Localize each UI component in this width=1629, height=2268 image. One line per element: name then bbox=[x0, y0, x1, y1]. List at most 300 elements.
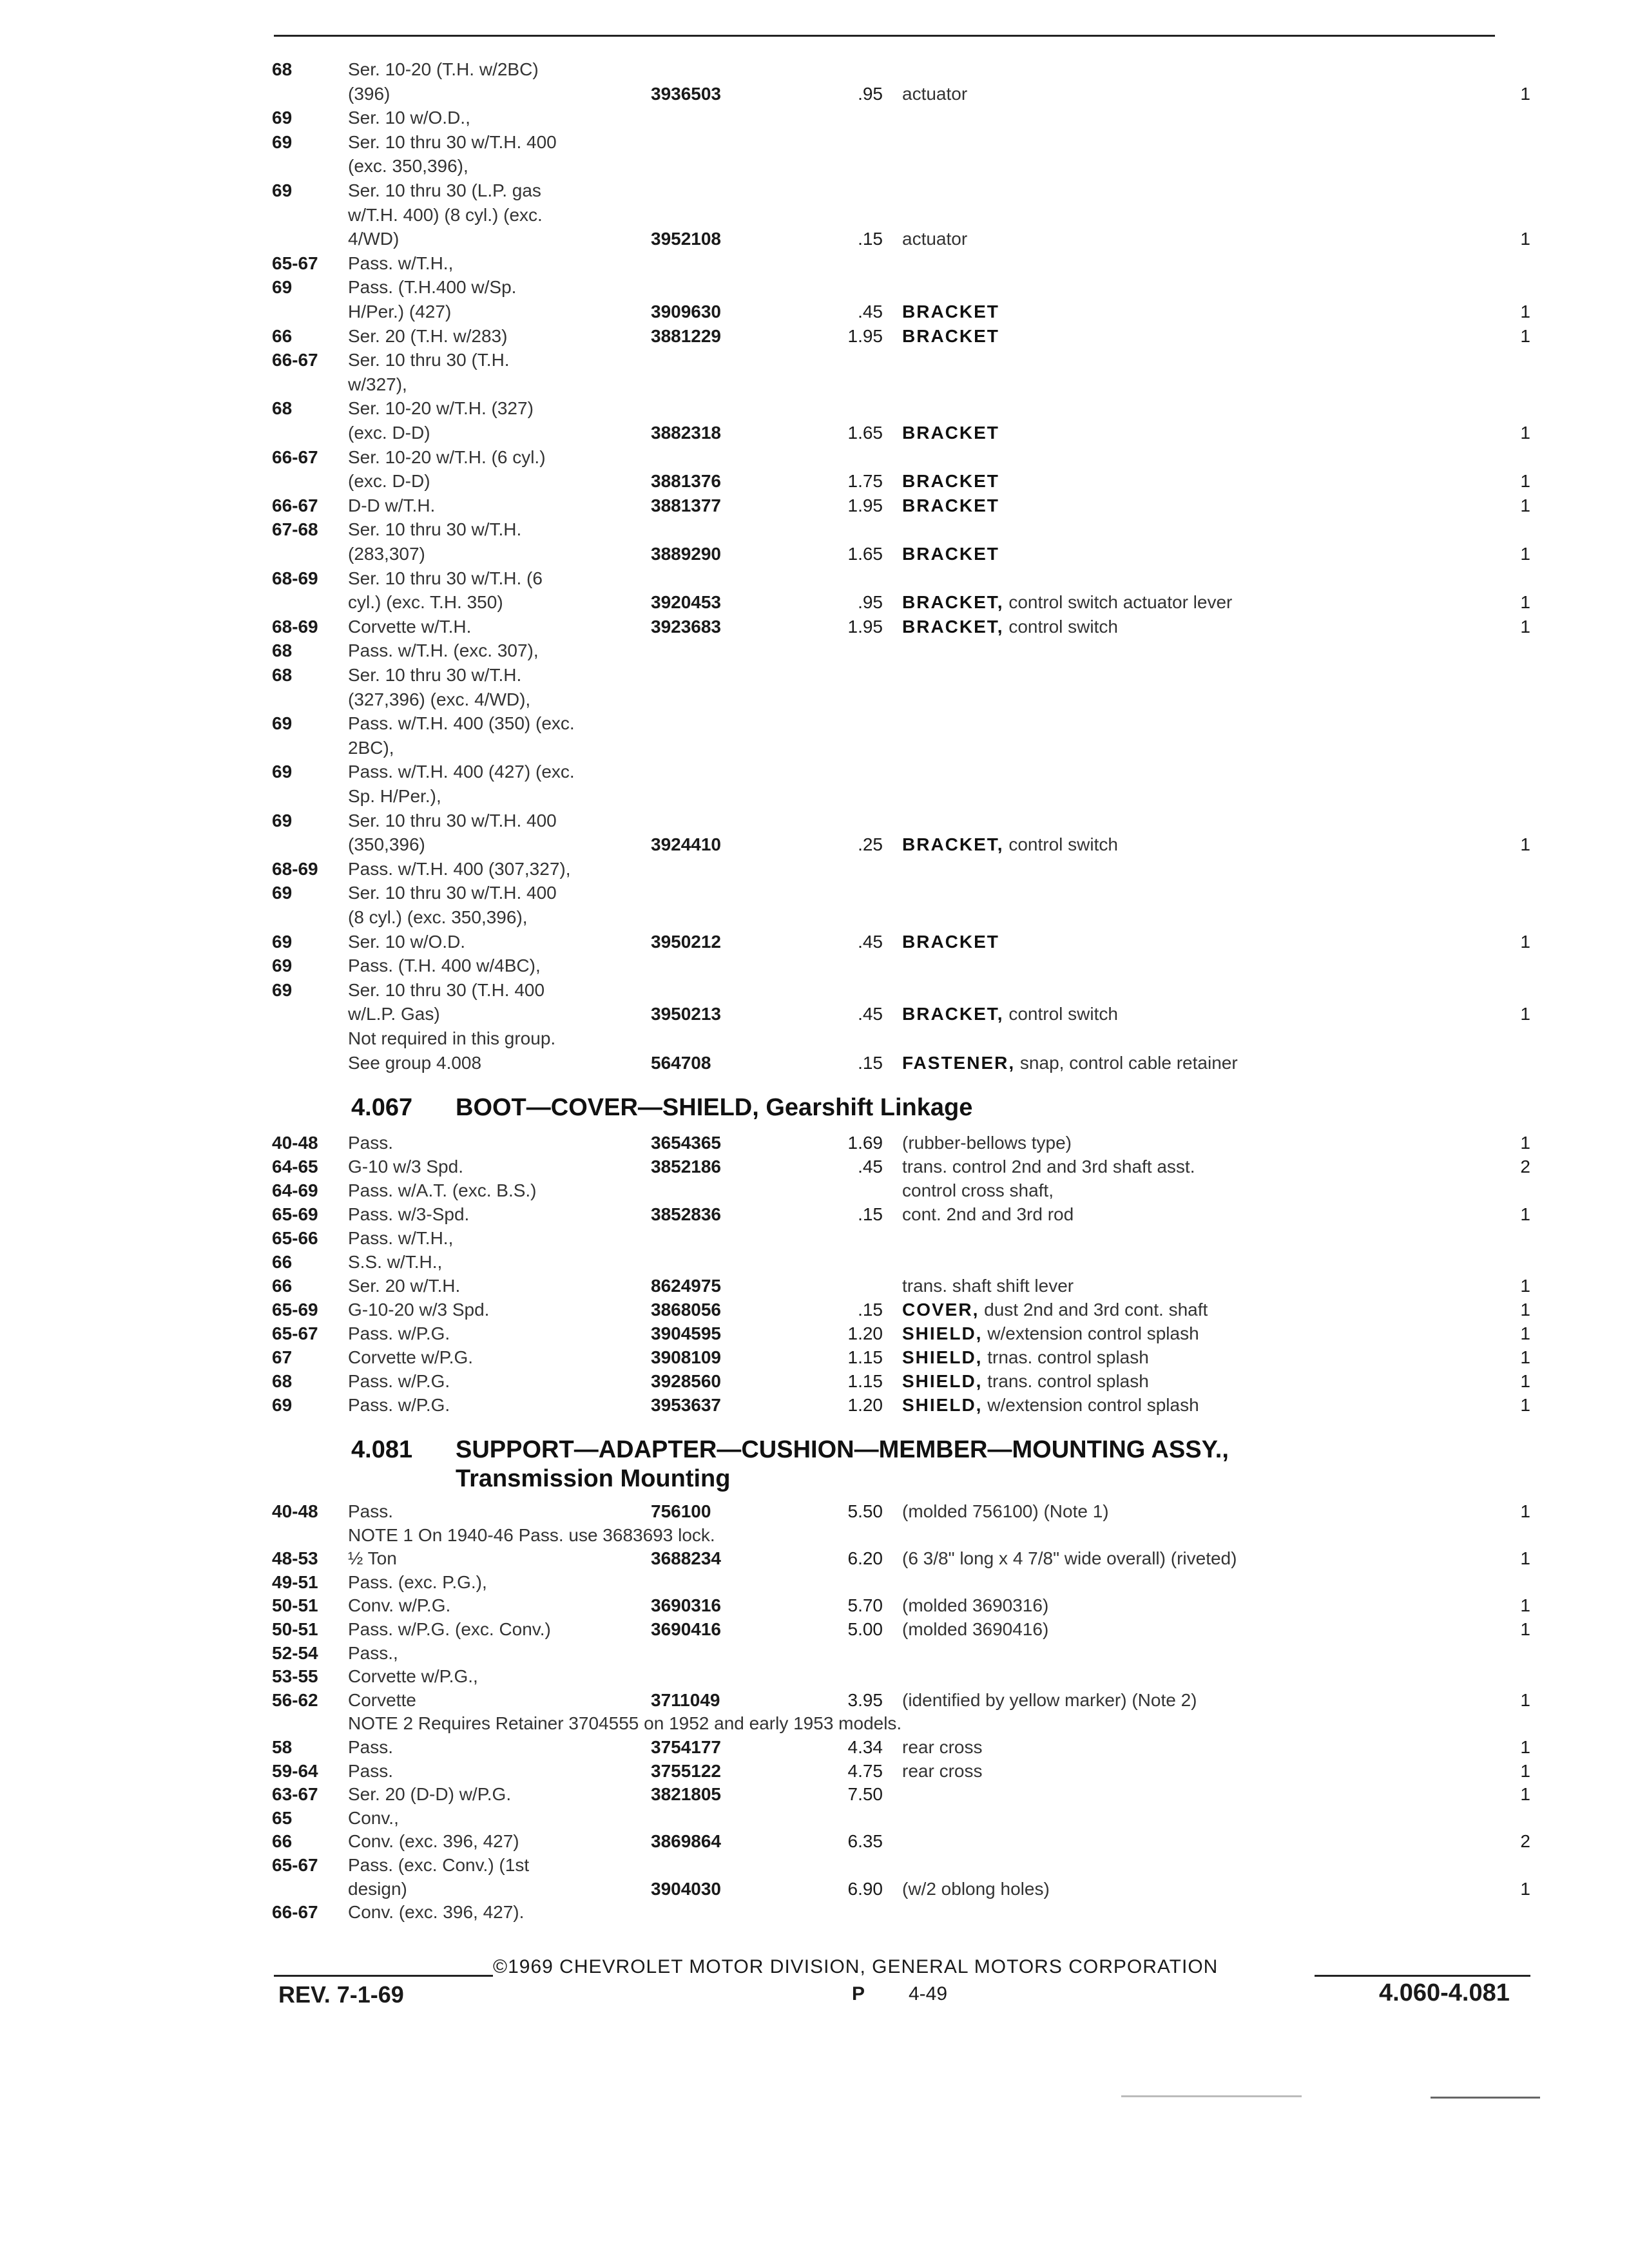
quantity: 2 bbox=[1520, 1831, 1530, 1852]
description bbox=[902, 591, 1232, 614]
model-year: 40-48 bbox=[272, 1133, 318, 1153]
section-subtitle: Transmission Mounting bbox=[456, 1465, 731, 1492]
table-row bbox=[0, 446, 1629, 469]
application: Pass. w/T.H. 400 (427) (exc. bbox=[348, 762, 575, 782]
part-name: BRACKET bbox=[902, 302, 999, 322]
table-row bbox=[0, 276, 1629, 299]
price: 1.95 bbox=[847, 495, 883, 515]
application: See group 4.008 bbox=[348, 1052, 482, 1073]
model-year: 68-69 bbox=[272, 858, 318, 879]
page-number: 4-49 bbox=[909, 1983, 948, 2004]
model-year: 40-48 bbox=[272, 1501, 318, 1521]
section-heading-4067 bbox=[351, 1093, 972, 1122]
table-row bbox=[0, 833, 1629, 856]
quantity: 1 bbox=[1520, 1300, 1530, 1320]
model-year: 69 bbox=[272, 180, 293, 200]
table-row bbox=[0, 858, 1629, 881]
description bbox=[902, 1394, 1199, 1417]
part-detail: trnas. control splash bbox=[982, 1347, 1149, 1367]
price: .95 bbox=[858, 592, 883, 613]
description bbox=[902, 470, 999, 493]
table-row bbox=[0, 204, 1629, 227]
part-name: COVER, bbox=[902, 1300, 979, 1320]
model-year: 66-67 bbox=[272, 1902, 318, 1923]
application: Pass., bbox=[348, 1642, 398, 1663]
model-year: 66 bbox=[272, 1276, 293, 1296]
quantity: 1 bbox=[1520, 1395, 1530, 1415]
quantity: 1 bbox=[1520, 1323, 1530, 1343]
part-detail: control switch bbox=[1003, 616, 1118, 637]
table-row bbox=[0, 397, 1629, 420]
application: Pass. w/P.G. (exc. Conv.) bbox=[348, 1619, 551, 1639]
section-number: 4.081 bbox=[351, 1436, 413, 1463]
model-year: 59-64 bbox=[272, 1760, 318, 1781]
part-number: 3690316 bbox=[651, 1595, 722, 1616]
description bbox=[902, 300, 999, 323]
model-year: 69 bbox=[272, 277, 293, 298]
part-number: 3755122 bbox=[651, 1760, 722, 1781]
application: Conv. (exc. 396, 427). bbox=[348, 1902, 525, 1923]
group-range: 4.060-4.081 bbox=[1379, 1979, 1510, 2006]
part-name: BRACKET, bbox=[902, 1004, 1004, 1024]
price: .45 bbox=[858, 1157, 883, 1177]
table-row bbox=[0, 1547, 1629, 1570]
table-row bbox=[0, 1500, 1629, 1523]
section-title: SUPPORT—ADAPTER—CUSHION—MEMBER—MOUNTING ASSY., bbox=[456, 1436, 1229, 1463]
application: 4/WD) bbox=[348, 229, 400, 249]
application: Corvette bbox=[348, 1689, 416, 1710]
application: Pass. (exc. Conv.) (1st bbox=[348, 1855, 530, 1875]
part-name: FASTENER, bbox=[902, 1052, 1016, 1073]
application: 2BC), bbox=[348, 737, 394, 758]
application: Corvette w/P.G. bbox=[348, 1347, 474, 1367]
description bbox=[902, 325, 999, 348]
price: 1.95 bbox=[847, 616, 883, 637]
part-number: 8624975 bbox=[651, 1276, 722, 1296]
description bbox=[902, 227, 967, 251]
model-year: 68 bbox=[272, 1371, 293, 1391]
description bbox=[902, 1131, 1072, 1155]
table-row bbox=[0, 58, 1629, 81]
application: Sp. H/Per.), bbox=[348, 786, 441, 806]
model-year: 53-55 bbox=[272, 1666, 318, 1687]
table-row bbox=[0, 470, 1629, 493]
table-row bbox=[0, 567, 1629, 590]
price: 5.50 bbox=[847, 1501, 883, 1521]
model-year: 67 bbox=[272, 1347, 293, 1367]
price: 5.70 bbox=[847, 1595, 883, 1616]
application: Ser. 10 thru 30 w/T.H. 400 bbox=[348, 883, 557, 903]
table-row bbox=[0, 591, 1629, 614]
part-number: 3908109 bbox=[651, 1347, 722, 1367]
quantity: 1 bbox=[1520, 616, 1530, 637]
table-row bbox=[0, 421, 1629, 445]
part-detail: control switch actuator lever bbox=[1003, 592, 1233, 613]
description bbox=[902, 833, 1118, 856]
model-year: 69 bbox=[272, 810, 293, 831]
description bbox=[902, 930, 999, 954]
application: w/L.P. Gas) bbox=[348, 1004, 440, 1024]
table-row bbox=[0, 349, 1629, 372]
description bbox=[902, 421, 999, 445]
model-year: 65-66 bbox=[272, 1228, 318, 1248]
description bbox=[902, 1322, 1199, 1345]
part-detail: actuator bbox=[902, 229, 968, 249]
part-number: 3754177 bbox=[651, 1737, 722, 1757]
price: .15 bbox=[858, 1204, 883, 1224]
part-number: 3904595 bbox=[651, 1323, 722, 1343]
application: Pass. bbox=[348, 1501, 394, 1521]
price: 1.15 bbox=[847, 1371, 883, 1391]
table-row bbox=[0, 615, 1629, 639]
table-row bbox=[0, 1901, 1629, 1924]
price: 5.00 bbox=[847, 1619, 883, 1639]
quantity: 1 bbox=[1520, 1619, 1530, 1639]
application: design) bbox=[348, 1878, 407, 1899]
table-row bbox=[0, 252, 1629, 275]
model-year: 65 bbox=[272, 1807, 293, 1828]
price: .25 bbox=[858, 834, 883, 855]
model-year: 58 bbox=[272, 1737, 293, 1757]
table-row bbox=[0, 82, 1629, 106]
table-row bbox=[0, 1346, 1629, 1369]
price: 4.34 bbox=[847, 1737, 883, 1757]
model-year: 50-51 bbox=[272, 1619, 318, 1639]
part-number: 3909630 bbox=[651, 302, 722, 322]
table-row bbox=[0, 712, 1629, 735]
part-name: BRACKET bbox=[902, 495, 999, 515]
application: Ser. 10 thru 30 (L.P. gas bbox=[348, 180, 541, 200]
table-row bbox=[0, 155, 1629, 178]
quantity: 1 bbox=[1520, 229, 1530, 249]
part-number: 3852186 bbox=[651, 1157, 722, 1177]
table-row bbox=[0, 1665, 1629, 1688]
price: .15 bbox=[858, 1300, 883, 1320]
description bbox=[902, 494, 999, 517]
part-name: BRACKET bbox=[902, 544, 999, 564]
part-number: 3950213 bbox=[651, 1004, 722, 1024]
application: Pass. w/T.H., bbox=[348, 1228, 454, 1248]
revision-date: REV. 7-1-69 bbox=[278, 1981, 404, 2008]
model-year: 65-69 bbox=[272, 1300, 318, 1320]
part-number: 3936503 bbox=[651, 83, 722, 104]
part-number: 3688234 bbox=[651, 1548, 722, 1569]
price: .15 bbox=[858, 229, 883, 249]
application: G-10-20 w/3 Spd. bbox=[348, 1300, 490, 1320]
copyright-line: ©1969 CHEVROLET MOTOR DIVISION, GENERAL MOTORS CORPORATION bbox=[493, 1956, 1219, 1977]
description bbox=[902, 1618, 1048, 1641]
table-row bbox=[0, 930, 1629, 954]
quantity: 1 bbox=[1520, 1737, 1530, 1757]
application: Pass. (T.H.400 w/Sp. bbox=[348, 277, 517, 298]
table-row bbox=[0, 1736, 1629, 1759]
application: (350,396) bbox=[348, 834, 425, 855]
quantity: 1 bbox=[1520, 931, 1530, 952]
part-name: BRACKET, bbox=[902, 616, 1004, 637]
quantity: 1 bbox=[1520, 1133, 1530, 1153]
quantity: 1 bbox=[1520, 1501, 1530, 1521]
part-number: 3690416 bbox=[651, 1619, 722, 1639]
application: Ser. 10 thru 30 w/T.H. (6 bbox=[348, 568, 543, 588]
part-detail: trans. control 2nd and 3rd shaft asst. bbox=[902, 1157, 1195, 1177]
table-row bbox=[0, 664, 1629, 687]
application: Not required in this group. bbox=[348, 1028, 556, 1048]
part-number: 3868056 bbox=[651, 1300, 722, 1320]
description bbox=[902, 1179, 1054, 1202]
section-heading-4081 bbox=[351, 1436, 1229, 1464]
table-row bbox=[0, 1203, 1629, 1226]
table-row bbox=[0, 131, 1629, 154]
description bbox=[902, 1594, 1048, 1617]
application: Pass. w/P.G. bbox=[348, 1371, 450, 1391]
table-row bbox=[0, 325, 1629, 348]
model-year: 69 bbox=[272, 931, 293, 952]
table-row bbox=[0, 785, 1629, 808]
part-detail: trans. shaft shift lever bbox=[902, 1276, 1074, 1296]
table-row bbox=[0, 1003, 1629, 1026]
application: (8 cyl.) (exc. 350,396), bbox=[348, 907, 528, 927]
part-number: 3920453 bbox=[651, 592, 722, 613]
part-detail: w/extension control splash bbox=[982, 1323, 1199, 1343]
description bbox=[902, 1370, 1149, 1393]
table-row bbox=[0, 1783, 1629, 1806]
table-row bbox=[0, 1370, 1629, 1393]
model-year: 66-67 bbox=[272, 350, 318, 370]
part-number: 3904030 bbox=[651, 1878, 722, 1899]
application: Pass. w/3-Spd. bbox=[348, 1204, 470, 1224]
application: Pass. (exc. P.G.), bbox=[348, 1571, 487, 1592]
table-row bbox=[0, 1854, 1629, 1877]
table-row bbox=[0, 1642, 1629, 1665]
application: Ser. 10 thru 30 w/T.H. 400 bbox=[348, 131, 557, 152]
application: Ser. 10 w/O.D. bbox=[348, 931, 466, 952]
part-detail: control cross shaft, bbox=[902, 1180, 1054, 1200]
model-year: 66 bbox=[272, 1831, 293, 1852]
price: .95 bbox=[858, 83, 883, 104]
application: Ser. 10 thru 30 w/T.H. bbox=[348, 665, 522, 685]
table-row bbox=[0, 881, 1629, 905]
description bbox=[902, 1155, 1195, 1178]
part-number: 3889290 bbox=[651, 544, 722, 564]
model-year: 69 bbox=[272, 108, 293, 128]
price: 1.95 bbox=[847, 325, 883, 346]
table-row bbox=[0, 1394, 1629, 1417]
table-row bbox=[0, 979, 1629, 1002]
description bbox=[902, 82, 967, 106]
table-row bbox=[0, 179, 1629, 202]
part-detail: rear cross bbox=[902, 1737, 983, 1757]
table-row bbox=[0, 1027, 1629, 1050]
table-row bbox=[0, 518, 1629, 541]
model-year: 68 bbox=[272, 640, 293, 661]
description bbox=[902, 1274, 1074, 1298]
part-name: SHIELD, bbox=[902, 1323, 983, 1343]
part-name: BRACKET bbox=[902, 471, 999, 492]
part-number: 3952108 bbox=[651, 229, 722, 249]
table-row bbox=[0, 1322, 1629, 1345]
table-row bbox=[0, 1251, 1629, 1274]
model-year: 64-65 bbox=[272, 1157, 318, 1177]
part-detail: control switch bbox=[1003, 1004, 1118, 1024]
part-name: BRACKET bbox=[902, 423, 999, 443]
application: Corvette w/P.G., bbox=[348, 1666, 478, 1687]
table-row bbox=[0, 1830, 1629, 1853]
model-year: 69 bbox=[272, 979, 293, 1000]
table-row bbox=[0, 543, 1629, 566]
table-row bbox=[0, 1131, 1629, 1155]
application: Pass. bbox=[348, 1737, 394, 1757]
application: NOTE 2 Requires Retainer 3704555 on 1952 and early 1953 models. bbox=[348, 1713, 902, 1734]
table-row bbox=[0, 1712, 1629, 1735]
application: Conv. (exc. 396, 427) bbox=[348, 1831, 519, 1852]
application: Pass. w/T.H. 400 (350) (exc. bbox=[348, 713, 575, 734]
model-year: 66 bbox=[272, 325, 293, 346]
model-year: 69 bbox=[272, 131, 293, 152]
price: .15 bbox=[858, 1052, 883, 1073]
application: Ser. 10 thru 30 w/T.H. 400 bbox=[348, 810, 557, 831]
model-year: 68 bbox=[272, 398, 293, 419]
quantity: 1 bbox=[1520, 471, 1530, 492]
price: 3.95 bbox=[847, 1689, 883, 1710]
footer-rule-right bbox=[1315, 1975, 1530, 1977]
price: 1.20 bbox=[847, 1323, 883, 1343]
quantity: 1 bbox=[1520, 544, 1530, 564]
part-number: 3852836 bbox=[651, 1204, 722, 1224]
price: 1.75 bbox=[847, 471, 883, 492]
part-detail: w/extension control splash bbox=[982, 1395, 1199, 1415]
model-year: 69 bbox=[272, 1395, 293, 1415]
part-detail: control switch bbox=[1003, 834, 1118, 855]
price: .45 bbox=[858, 931, 883, 952]
part-name: BRACKET bbox=[902, 325, 999, 346]
application: G-10 w/3 Spd. bbox=[348, 1157, 463, 1177]
quantity: 1 bbox=[1520, 1878, 1530, 1899]
application: Ser. 10 thru 30 (T.H. 400 bbox=[348, 979, 545, 1000]
application: Ser. 10-20 w/T.H. (6 cyl.) bbox=[348, 447, 546, 467]
quantity: 1 bbox=[1520, 1784, 1530, 1805]
part-number: 3928560 bbox=[651, 1371, 722, 1391]
part-number: 3869864 bbox=[651, 1831, 722, 1852]
model-year: 56-62 bbox=[272, 1689, 318, 1710]
model-year: 68-69 bbox=[272, 568, 318, 588]
table-row bbox=[0, 1155, 1629, 1178]
model-year: 48-53 bbox=[272, 1548, 318, 1569]
part-number: 756100 bbox=[651, 1501, 711, 1521]
application: Ser. 10-20 (T.H. w/2BC) bbox=[348, 59, 539, 79]
table-row bbox=[0, 736, 1629, 760]
description bbox=[902, 1346, 1149, 1369]
part-name: BRACKET, bbox=[902, 834, 1004, 855]
model-year: 65-67 bbox=[272, 1323, 318, 1343]
table-row bbox=[0, 106, 1629, 130]
table-row bbox=[0, 639, 1629, 662]
table-row bbox=[0, 688, 1629, 711]
model-year: 69 bbox=[272, 762, 293, 782]
table-row bbox=[0, 1524, 1629, 1547]
model-year: 66 bbox=[272, 1252, 293, 1272]
quantity: 1 bbox=[1520, 1347, 1530, 1367]
application: (327,396) (exc. 4/WD), bbox=[348, 689, 531, 709]
application: Ser. 10 thru 30 (T.H. bbox=[348, 350, 510, 370]
part-number: 3821805 bbox=[651, 1784, 722, 1805]
table-row bbox=[0, 1179, 1629, 1202]
description bbox=[902, 1052, 1238, 1075]
scan-mark bbox=[1431, 2097, 1540, 2099]
application: (exc. 350,396), bbox=[348, 156, 468, 177]
table-row bbox=[0, 300, 1629, 323]
part-name: BRACKET, bbox=[902, 592, 1004, 613]
model-year: 67-68 bbox=[272, 519, 318, 540]
application: Pass. w/T.H. 400 (307,327), bbox=[348, 858, 571, 879]
description bbox=[902, 1689, 1197, 1712]
part-detail: (molded 3690316) bbox=[902, 1595, 1049, 1616]
price: 7.50 bbox=[847, 1784, 883, 1805]
description bbox=[902, 543, 999, 566]
application: S.S. w/T.H., bbox=[348, 1252, 443, 1272]
quantity: 1 bbox=[1520, 423, 1530, 443]
part-number: 3881376 bbox=[651, 471, 722, 492]
application: Ser. 10 w/O.D., bbox=[348, 108, 470, 128]
model-year: 68-69 bbox=[272, 616, 318, 637]
application: (283,307) bbox=[348, 544, 425, 564]
description bbox=[902, 1203, 1074, 1226]
table-row bbox=[0, 1298, 1629, 1321]
quantity: 1 bbox=[1520, 1371, 1530, 1391]
quantity: 1 bbox=[1520, 592, 1530, 613]
part-number: 3924410 bbox=[651, 834, 722, 855]
application: D-D w/T.H. bbox=[348, 495, 436, 515]
quantity: 2 bbox=[1520, 1157, 1530, 1177]
price: 1.65 bbox=[847, 544, 883, 564]
description bbox=[902, 1298, 1208, 1321]
table-row bbox=[0, 1878, 1629, 1901]
footer-rule-left bbox=[274, 1975, 493, 1977]
price: 6.20 bbox=[847, 1548, 883, 1569]
part-detail: trans. control splash bbox=[982, 1371, 1149, 1391]
application: Ser. 20 (D-D) w/P.G. bbox=[348, 1784, 512, 1805]
price: 1.65 bbox=[847, 423, 883, 443]
quantity: 1 bbox=[1520, 83, 1530, 104]
model-year: 63-67 bbox=[272, 1784, 318, 1805]
application: Ser. 20 w/T.H. bbox=[348, 1276, 461, 1296]
application: Ser. 20 (T.H. w/283) bbox=[348, 325, 508, 346]
table-row bbox=[0, 906, 1629, 929]
model-year: 66-67 bbox=[272, 495, 318, 515]
quantity: 1 bbox=[1520, 325, 1530, 346]
part-number: 3953637 bbox=[651, 1395, 722, 1415]
section-number: 4.067 bbox=[351, 1094, 413, 1121]
model-year: 68 bbox=[272, 665, 293, 685]
description bbox=[902, 1547, 1237, 1570]
table-row bbox=[0, 1594, 1629, 1617]
table-row bbox=[0, 1760, 1629, 1783]
application: cyl.) (exc. T.H. 350) bbox=[348, 592, 503, 613]
price: 1.15 bbox=[847, 1347, 883, 1367]
model-year: 64-69 bbox=[272, 1180, 318, 1200]
part-name: SHIELD, bbox=[902, 1347, 983, 1367]
table-row bbox=[0, 1274, 1629, 1298]
quantity: 1 bbox=[1520, 302, 1530, 322]
quantity: 1 bbox=[1520, 1276, 1530, 1296]
application: (396) bbox=[348, 83, 390, 104]
application: (exc. D-D) bbox=[348, 423, 430, 443]
application: Corvette w/T.H. bbox=[348, 616, 472, 637]
model-year: 69 bbox=[272, 883, 293, 903]
top-rule bbox=[274, 35, 1495, 37]
part-detail: snap, control cable retainer bbox=[1015, 1052, 1238, 1073]
table-row bbox=[0, 1689, 1629, 1712]
part-detail: actuator bbox=[902, 83, 968, 104]
